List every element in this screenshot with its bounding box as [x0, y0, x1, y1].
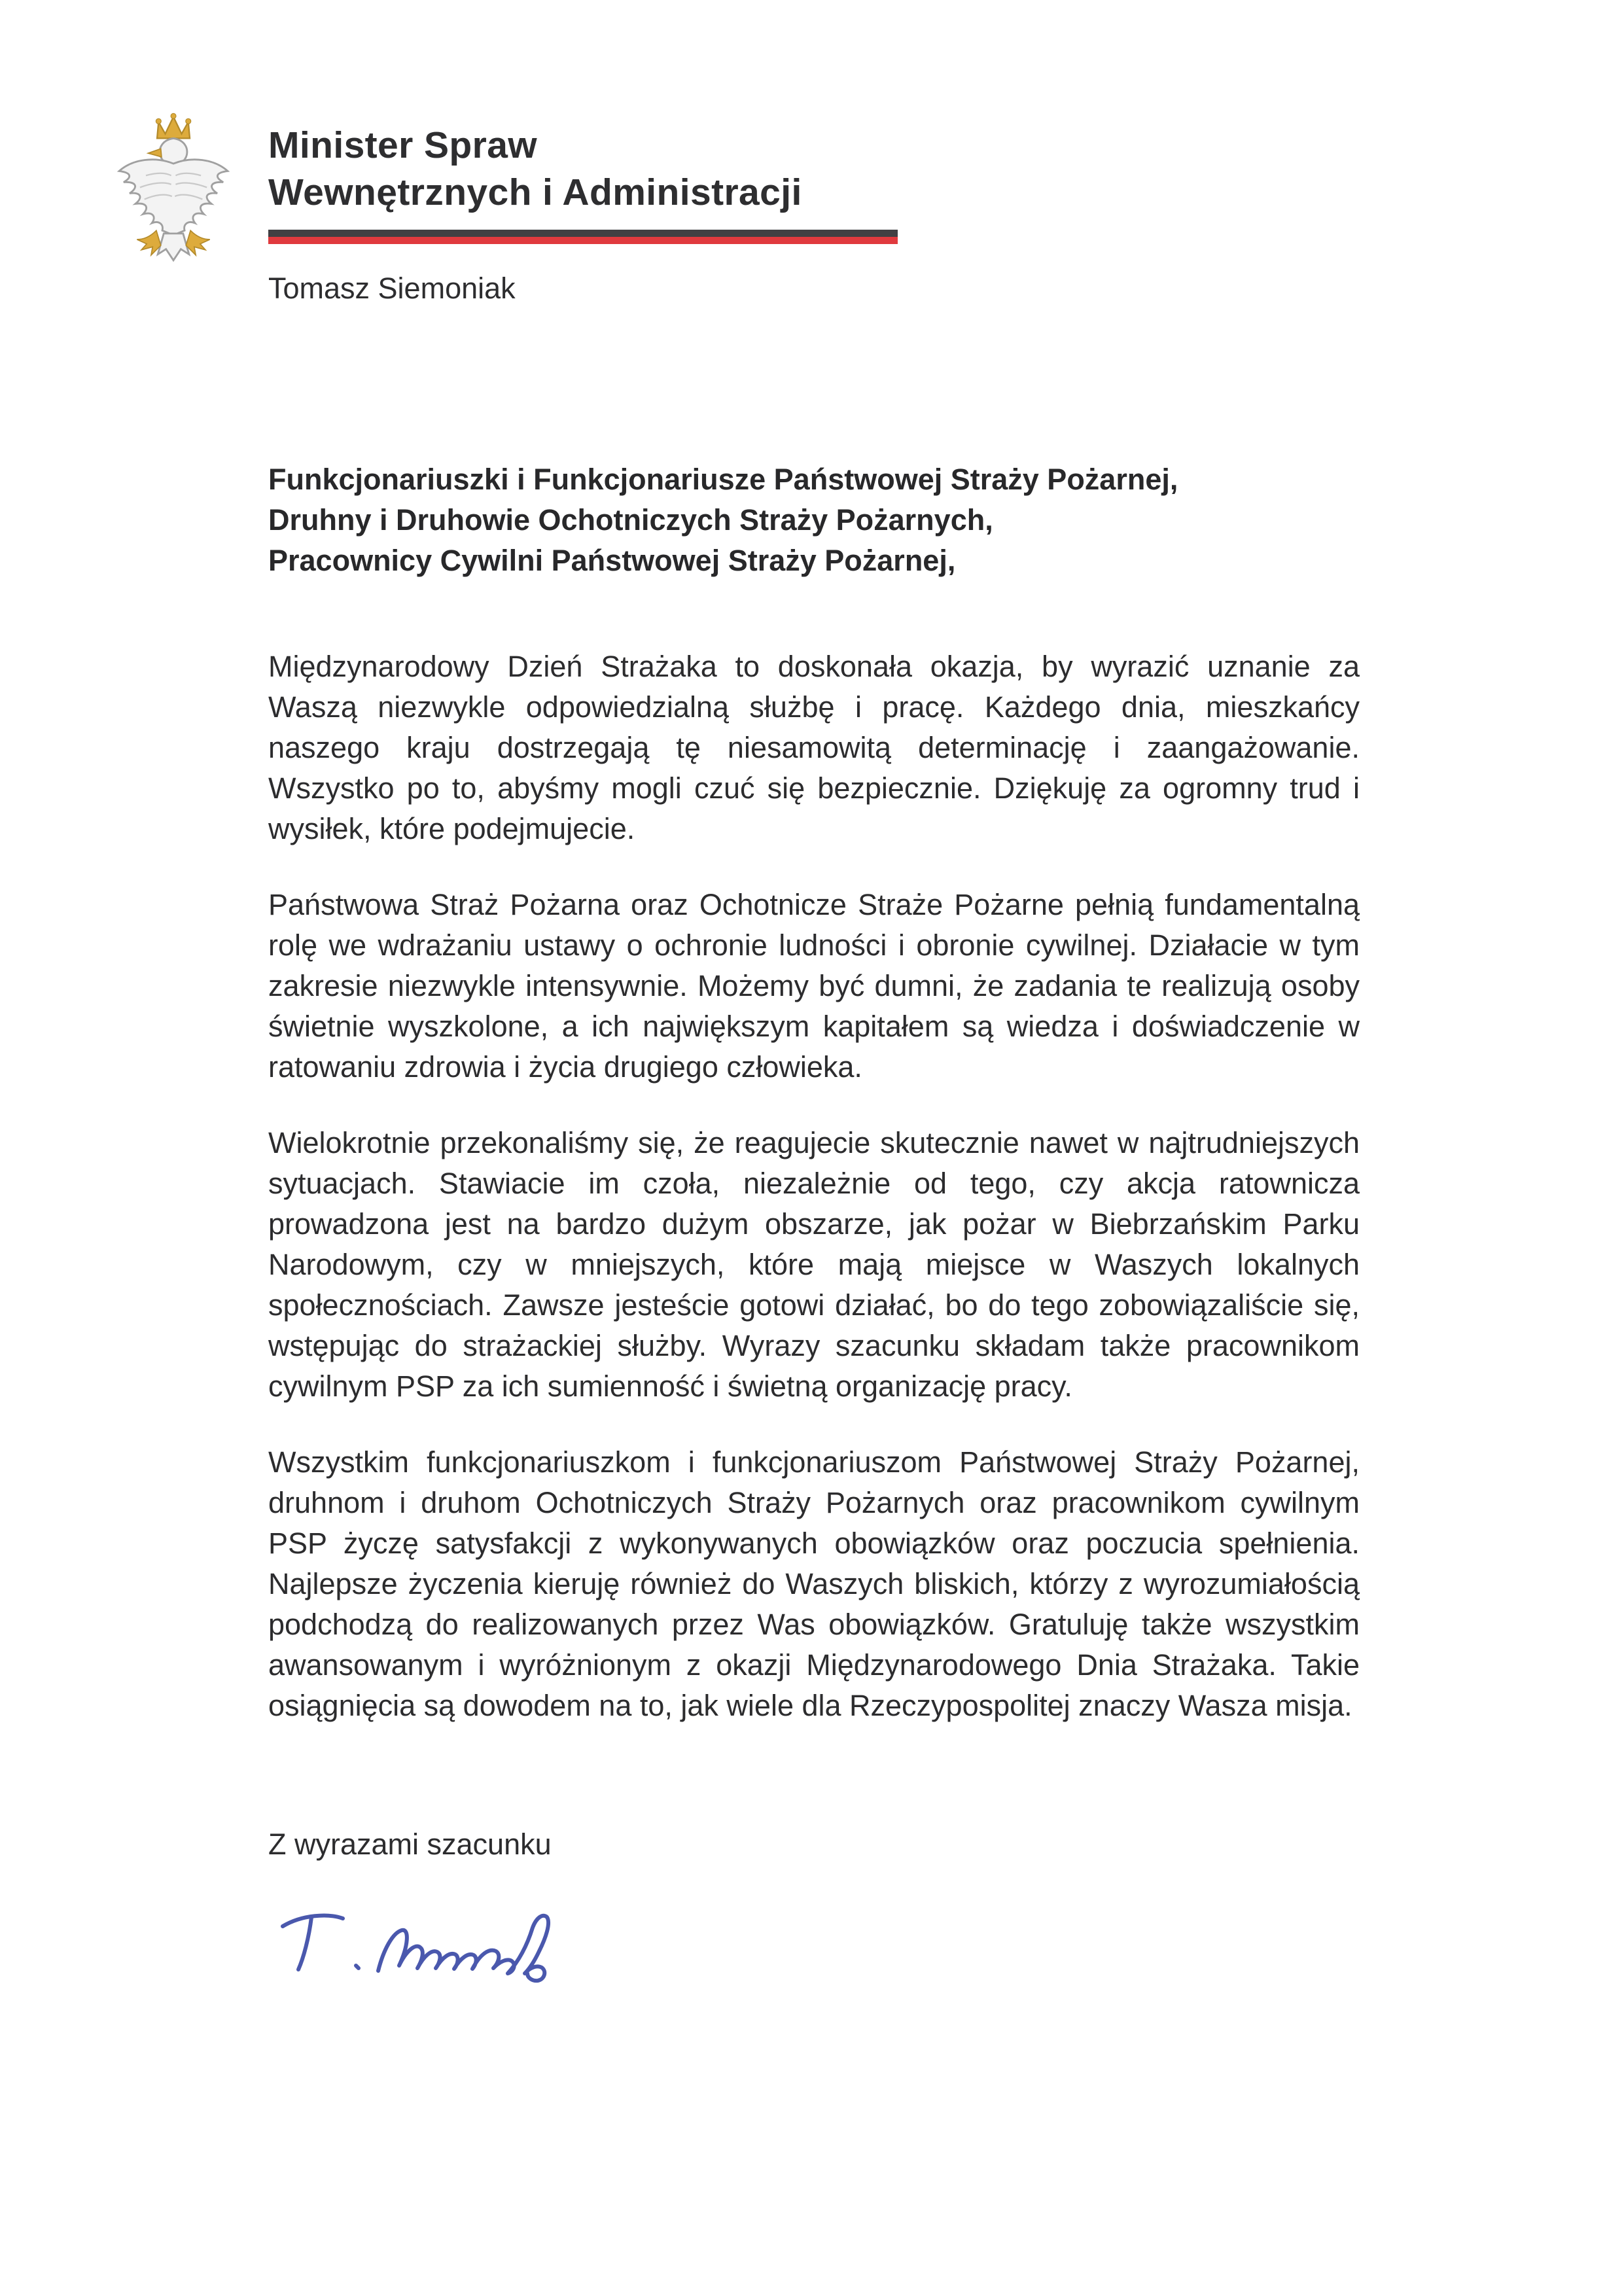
paragraph-2: Państwowa Straż Pożarna oraz Ochotnicze Straże Pożarne pełnią fundamentalną rolę we wdrażaniu ustawy o ochronie ludności i obronie cywilnej. Działacie w tym zakresie niezwykle intensywnie. Możemy być dumni, że zadania te realizują osoby świetnie wyszkolone, a ich największym kapitałem są wiedza i doświadczenie w ratowaniu zdrowia i życia drugiego człowieka.	[268, 888, 1360, 1084]
salutation-line: Druhny i Druhowie Ochotniczych Straży Pożarnych,	[268, 503, 993, 537]
paragraph-1: Międzynarodowy Dzień Strażaka to doskonała okazja, by wyrazić uznanie za Waszą niezwykle odpowiedzialną służbę i pracę. Każdego dnia, mieszkańcy naszego kraju dostrzegają tę niesamowitą determinację i zaangażowanie. Wszystko po to, abyśmy mogli czuć się bezpiecznie. Dziękuję za ogromny trud i wysiłek, które podejmujecie.	[268, 650, 1360, 845]
salutation-line: Funkcjonariuszki i Funkcjonariusze Państwowej Straży Pożarnej,	[268, 463, 1178, 496]
ministry-title	[268, 122, 1053, 217]
salutation-line: Pracownicy Cywilni Państwowej Straży Pożarnej,	[268, 544, 956, 577]
letterhead-rule-red-bar	[268, 237, 898, 244]
paragraph-3: Wielokrotnie przekonaliśmy się, że reagujecie skutecznie nawet w najtrudniejszych sytuacjach. Stawiacie im czoła, niezależnie od tego, czy akcja ratownicza prowadzona jest na bardzo dużym obszarze, jak pożar w Biebrzańskim Parku Narodowym, czy w mniejszych, które mają miejsce w Waszych lokalnych społecznościach. Zawsze jesteście gotowi działać, bo do tego zobowiązaliście się, wstępując do strażackiej służby. Wyrazy szacunku składam także pracownikom cywilnym PSP za ich sumienność i świetną organizację pracy.	[268, 1126, 1360, 1403]
minister-name: Tomasz Siemoniak	[268, 271, 516, 305]
letter-body	[268, 459, 1360, 2003]
polish-eagle-emblem	[97, 103, 260, 283]
letterhead-rule-dark-bar	[268, 230, 898, 237]
ministry-title-line1: Minister Spraw	[268, 124, 538, 166]
handwritten-signature	[268, 1888, 648, 2003]
paragraph-4: Wszystkim funkcjonariuszkom i funkcjonariuszom Państwowej Straży Pożarnej, druhnom i druhom Ochotniczych Straży Pożarnych oraz pracownikom cywilnym PSP życzę satysfakcji z wykonywanych obowiązków oraz poczucia spełnienia. Najlepsze życzenia kieruję również do Waszych bliskich, którzy z wyrozumiałością podchodzą do realizowanych przez Was obowiązków. Gratuluję także wszystkim awansowanym i wyróżnionym z okazji Międzynarodowego Dnia Strażaka. Takie osiągnięcia są dowodem na to, jak wiele dla Rzeczypospolitej znaczy Wasza misja.	[268, 1445, 1360, 1722]
letterhead-rule	[268, 230, 898, 244]
salutation	[268, 459, 1360, 581]
ministry-title-line2: Wewnętrznych i Administracji	[268, 171, 802, 214]
letterhead-text	[268, 122, 1053, 306]
closing-phrase: Z wyrazami szacunku	[268, 1828, 552, 1861]
